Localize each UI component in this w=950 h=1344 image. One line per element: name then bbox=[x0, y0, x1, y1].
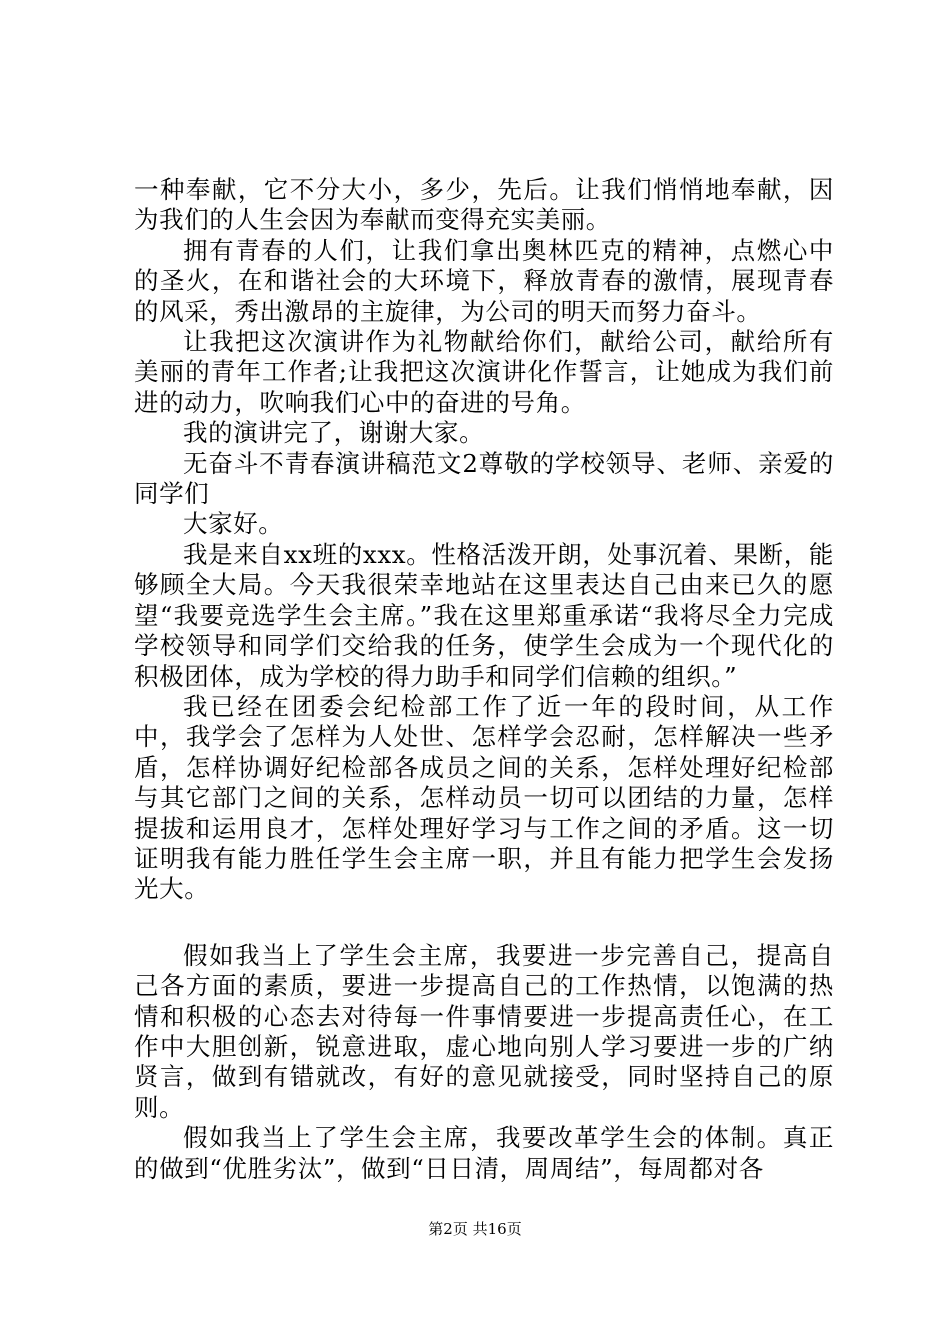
paragraph-7: 假如我当上了学生会主席，我要进一步完善自己，提高自己各方面的素质，要进一步提高自己的工作热情，以饱满的热情和积极的心态去对待每一件事情要进一步提高责任心，在工作中大胆创新，锐意进取，虚心地向别人学习要进一步的广纳贤言，做到有错就改，有好的意见就接受，同时坚持自己的原则。 bbox=[134, 940, 834, 1122]
paragraph-2: 拥有青春的人们，让我们拿出奥林匹克的精神，点燃心中的圣火，在和谐社会的大环境下，释放青春的激情，展现青春的风采，秀出激昂的主旋律，为公司的明天而努力奋斗。 bbox=[134, 235, 834, 326]
paragraph-8: 假如我当上了学生会主席，我要改革学生会的体制。真正的做到“优胜劣汰”，做到“日日清，周周结”，每周都对各 bbox=[134, 1123, 834, 1183]
greeting: 大家好。 bbox=[183, 509, 284, 539]
paragraph-5: 我是来自xx班的xxx。性格活泼开朗，处事沉着、果断，能够顾全大局。今天我很荣幸地站在这里表达自己由来已久的愿望“我要竞选学生会主席。”我在这里郑重承诺“我将尽全力完成学校领导和同学们交给我的任务，使学生会成为一个现代化的积极团体，成为学校的得力助手和同学们信赖的组织。” bbox=[134, 539, 834, 691]
speech-title: 无奋斗不青春演讲稿范文2尊敬的学校领导、老师、亲爱的同学们 bbox=[134, 448, 834, 509]
paragraph-3: 让我把这次演讲作为礼物献给你们，献给公司，献给所有美丽的青年工作者;让我把这次演讲化作誓言，让她成为我们前进的动力，吹响我们心中的奋进的号角。 bbox=[134, 327, 834, 417]
paragraph-1: 一种奉献，它不分大小，多少，先后。让我们悄悄地奉献，因为我们的人生会因为奉献而变得充实美丽。 bbox=[134, 175, 834, 235]
document-body bbox=[134, 175, 834, 1184]
paragraph-4: 我的演讲完了，谢谢大家。 bbox=[183, 418, 485, 448]
paragraph-6: 我已经在团委会纪检部工作了近一年的段时间，从工作中，我学会了怎样为人处世、怎样学会忍耐，怎样解决一些矛盾，怎样协调好纪检部各成员之间的关系，怎样处理好纪检部与其它部门之间的关系，怎样动员一切可以团结的力量，怎样提拔和运用良才，怎样处理好学习与工作之间的矛盾。这一切证明我有能力胜任学生会主席一职，并且有能力把学生会发扬光大。 bbox=[134, 691, 834, 904]
page-number-footer: 第2页 共16页 bbox=[428, 1220, 522, 1238]
